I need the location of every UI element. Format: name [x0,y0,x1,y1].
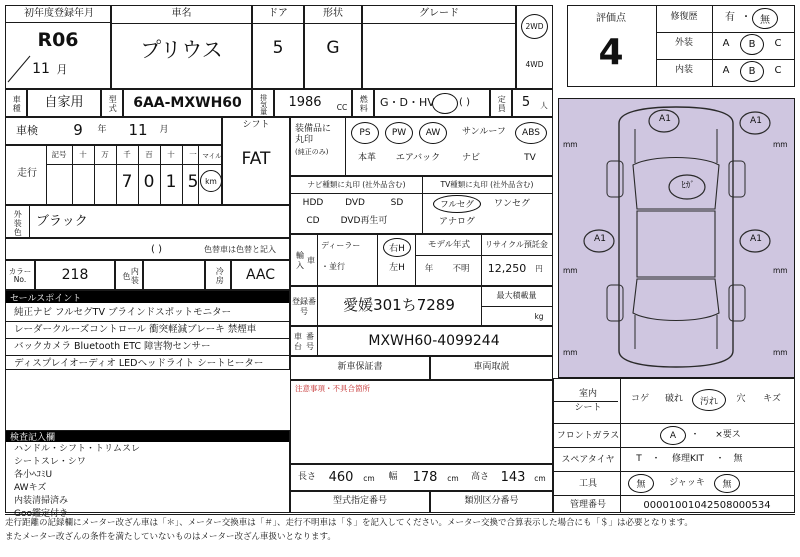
length-label: 長さ [297,472,316,483]
diagram-mm-2: mm [773,140,788,149]
diagram-mm-3: mm [563,266,578,275]
recycle-value: 12,250 [487,262,527,276]
condition-row1-label-line1: 室内 [578,388,597,399]
sales-point-2: レーダークルーズコントロール 衝突軽減ブレーキ 禁煙車 [14,324,257,336]
exterior-color-label: 外装色 [13,209,23,237]
exterior-color-paren: ( ) [151,243,162,255]
import-label-line2: 車 [307,255,315,265]
equip-pw-label: PW [391,128,407,138]
capacity-label-cell [490,89,512,117]
diagram-mark-a1-1: A1 [659,114,671,125]
mileage-h-hyaku: 百 [145,150,153,160]
model-year-label: モデル年式 [427,240,471,251]
diagram-mm-5: mm [563,348,578,357]
condition-row4-item-2: 無 [722,480,732,490]
model-year-unknown: 不明 [452,264,470,275]
condition-row1-item-1: 破れ [664,394,683,405]
sales-point-4: ディスプレイオーディオ LEDヘッドライト シートヒーター [14,358,264,370]
condition-row1-label-line2: シート [574,403,602,413]
interior-color-value [144,261,204,289]
model-code-value: 6AA-MXWH60 [133,94,242,111]
drive-2wd-label: 2WD [525,22,544,31]
condition-row3-item-2: 修理KIT [671,454,705,465]
registration-block [290,286,553,326]
inspection-notes-header: 検査記入欄 [6,431,289,442]
equipment-block [290,117,553,176]
import-dealer: ディーラー [321,241,361,251]
note-block [290,380,553,464]
length-value: 460 [328,470,354,486]
shift-cell [222,117,290,205]
interior-grade-a: A [722,64,730,76]
car-diagram-block [558,98,795,378]
condition-row3-label: スペアタイヤ [561,455,615,466]
equip-abs-label: ABS [522,128,540,138]
sales-point-1: 純正ナビ フルセグTV ブラインドスポットモニター [14,307,232,319]
aircon-label: 冷房 [215,267,225,285]
vehicle-use-label: 車種 [12,95,22,113]
mileage-d7: 5 [187,172,199,193]
sales-point-3: バックカメラ Bluetooth ETC 障害物センサー [14,341,211,353]
condition-row3-item-1: ・ [651,454,661,465]
height-unit: cm [534,474,546,484]
footer-block [5,516,795,552]
inspection-note-4: AWキズ [14,483,47,494]
shift-value: FAT [241,149,271,170]
reg-date-cell [5,5,111,89]
displacement-value-cell [274,89,352,117]
diagram-mm-6: mm [773,348,788,357]
equip-ps [351,122,379,144]
chassis-label [292,329,316,355]
tv-title: TV種類に丸印 (社外品含む) [440,180,534,190]
diagram-mm-1: mm [563,140,578,149]
sales-points-header: セールスポイント [6,291,289,303]
reg-date-label: 初年度登録年月 [24,7,94,19]
equipment-title-line1: 装備品に [295,124,332,134]
condition-row2-item-0-circle [660,426,686,445]
height-label: 高さ [470,472,489,483]
mileage-h-ichi: 一 [189,150,197,160]
condition-row2-label: フロントガラス [556,431,620,442]
rating-title: 評価点 [596,12,626,24]
diagonal-slash [6,54,110,84]
exterior-color-cell [5,205,290,238]
footer-line-2: またメーター改ざんの条件を満たしていないものはメーター改ざん車扱いとなります。 [5,531,336,542]
handover-label: 車両取説 [473,362,510,373]
mileage-d6: 1 [165,172,177,193]
color-no-value-cell [35,260,115,290]
grade-cell [362,5,516,89]
inspection-note-2: シートスレ・シワ [14,457,86,468]
recycle-label: リサイクル預託金 [485,240,548,250]
shape-label: 形状 [323,8,343,20]
exterior-grade-c: C [774,37,782,49]
equipment-title [295,124,347,164]
fuel-label: 燃料 [359,95,369,113]
exterior-color-value: ブラック [36,214,88,230]
import-parallel: ・並行 [321,262,345,272]
displacement-label: 排気量 [259,93,268,115]
reg-year: R06 [37,29,79,52]
displacement-unit: CC [336,103,348,113]
inspection-year-unit: 年 [97,125,107,136]
nav-tv-block [290,176,553,234]
mileage-h-man: 万 [101,150,109,160]
diagram-mm-4: mm [773,266,788,275]
length-unit: cm [363,474,375,484]
mileage-unit-mile: マイル [202,151,222,160]
color-no-label: カラーNo. [8,266,32,284]
condition-row1-item-2-circle [692,389,726,411]
interior-color-value-cell [143,260,205,290]
equipment-title-line2: 丸印 [295,135,314,146]
capacity-value: 5 [521,95,531,111]
equip-ps-label: PS [359,128,371,138]
mileage-h-sen: 千 [123,150,131,160]
import-label [293,243,315,279]
model-code-label-cell [101,89,123,117]
aircon-label-cell [205,260,231,290]
registration-label [292,291,316,323]
color-no-value: 218 [61,266,89,283]
inspection-note-5: 内装清掃済み [14,496,69,507]
warranty-label: 新車保証書 [337,362,383,373]
condition-row4-item-1: ジャッキ [669,478,705,489]
mileage-d4: 7 [121,172,133,193]
tv-fullseg: フルセグ [440,200,474,210]
equip-airbag-label: エアバック [395,153,441,164]
model-code-label: 型式 [108,95,118,113]
condition-row3-item-4: 無 [733,454,743,465]
import-rh-circle [383,238,411,257]
tv-oneseg: ワンセグ [493,198,530,209]
inspection-label: 車検 [16,124,38,138]
repair-no: 無 [760,15,770,26]
exterior-grade-b-circle [740,34,764,55]
inspection-month: 11 [128,121,148,140]
dimensions-block [290,464,553,491]
condition-row2-item-0: A [669,430,677,441]
footer-line-1: 走行距離の記録欄にメーター改ざん車は「＊」、メーター交換車は「＃」、走行不明車は「＄」を記入してください。メーター交換で合算表示した場合にも「＄」は必要となります。 [5,517,693,528]
car-name-label: 車名 [171,8,192,20]
height-value: 143 [500,470,526,486]
equip-aw-label: AW [425,128,441,138]
drive-4wd-label: 4WD [525,60,544,70]
mileage-unit-km-circle [200,170,222,192]
nav-cd: CD [306,215,320,226]
displacement-label-cell [252,89,274,117]
grade-value [363,32,515,66]
fuel-hv-circle [432,93,458,114]
mileage-d5: 0 [143,172,155,193]
model-year-year: 年 [424,264,434,275]
nav-hdd: HDD [302,197,324,208]
registration-plate: 愛媛301ち7289 [343,296,455,315]
diagram-mark-a1-3: A1 [594,234,606,245]
color-no-label-cell [5,260,35,290]
aircon-value-cell [231,260,290,290]
inspection-month-unit: 月 [159,125,169,136]
repair-no-circle [752,8,778,29]
handover-cell[interactable] [430,356,553,380]
equip-tv-label: TV [524,153,536,164]
registration-label-text: 登録番号 [292,297,316,316]
exterior-grade-a: A [722,37,730,49]
equip-navi-label: ナビ [461,153,480,164]
interior-color-label-cell [115,260,143,290]
inspection-note-1: ハンドル・シフト・トリムスレ [14,444,141,455]
exterior-grade-label: 外装 [674,38,693,49]
interior-grade-b: B [748,66,756,77]
diagram-mark-a1-4: A1 [750,234,762,245]
mileage-h-kigou: 記号 [51,150,67,160]
door-cell [252,5,304,89]
max-load-unit: kg [534,312,544,322]
interior-grade-b-circle [740,61,764,82]
tv-fullseg-circle [433,195,481,213]
nav-title: ナビ種類に丸印 (社外品含む) [307,180,406,190]
exterior-color-note: 色替車は色替と記入 [204,245,276,255]
capacity-unit: 人 [540,101,548,111]
inspection-cell [5,117,222,145]
tv-analog: アナログ [438,216,475,227]
chassis-block [290,326,553,356]
inspection-year: 9 [73,121,83,140]
nav-dvd: DVD [345,197,365,208]
capacity-value-cell [512,89,553,117]
car-name-cell [111,5,252,89]
inspection-note-3: 各小ﾍｺﾐU [14,470,53,481]
mgmt-value: 00001001042508000534 [643,499,771,511]
fuel-label-cell [352,89,374,117]
fuel-value-cell [374,89,490,117]
repair-sep: ・ [741,11,751,23]
import-block [290,234,553,286]
car-name-value: プリウス [140,37,223,62]
exterior-grade-b: B [748,39,756,50]
condition-row3-item-0: T [636,454,642,465]
capacity-label: 定員 [497,95,507,113]
diagram-mark-higa: ﾋｶﾞ [681,181,695,192]
width-label: 幅 [388,472,398,483]
fuel-options: G・D・HV [380,96,435,110]
interior-color-label: 内装色 [122,267,140,285]
displacement-value: 1986 [288,95,322,111]
chassis-label-1: 車台 [294,332,302,351]
condition-row3-item-3: ・ [715,454,725,465]
door-label: ドア [268,8,288,20]
type-code-cell [290,491,430,513]
equip-aw [419,122,447,144]
type-code-label: 型式指定番号 [332,496,387,507]
drive-2wd-badge [521,14,548,39]
note-title: 注意事項・不具合箇所 [295,384,370,393]
nav-dvd-play: DVD再生可 [340,215,388,226]
door-value: 5 [272,38,284,59]
reg-month-unit: 月 [56,63,68,77]
condition-row2-item-2: ×要ス [715,430,741,441]
import-rh: 右H [389,244,405,254]
rating-score: 4 [598,32,624,74]
condition-row4-label: 工具 [578,479,597,490]
mileage-label: 走行 [17,167,37,179]
grade-label: グレード [419,8,459,20]
aircon-value: AAC [245,266,276,283]
equip-pw [385,122,413,144]
vehicle-use-value-cell [27,89,101,117]
equip-abs [515,122,547,144]
vehicle-use-label-cell [5,89,27,117]
shift-label: シフト [242,120,270,131]
repair-label: 修復歴 [670,12,698,23]
import-label-line1: 輸入 [296,250,304,270]
fuel-paren: ( ) [459,96,470,108]
recycle-unit: 円 [535,264,543,274]
exterior-color-note-cell [5,238,290,260]
chassis-value: MXWH60-4099244 [368,332,500,349]
condition-row4-item-0: 無 [636,480,646,490]
interior-grade-label: 内装 [674,65,693,76]
width-value: 178 [412,470,438,486]
drive-cell [516,5,553,89]
mgmt-label: 管理番号 [569,500,606,511]
diagram-mark-a1-2: A1 [750,116,762,127]
shape-value: G [326,38,340,59]
shape-cell [304,5,362,89]
mileage-unit-km: km [205,176,217,186]
condition-row4-item-0-circle [628,474,654,493]
mileage-h-10man: 十 [79,150,87,160]
condition-row1-item-0: コゲ [630,394,649,405]
condition-row1-item-4: キズ [763,394,781,405]
warranty-cell[interactable] [290,356,430,380]
mileage-h-juu: 十 [167,150,175,160]
chassis-label-2: 番号 [306,332,314,351]
import-lh: 左H [389,262,405,273]
inspection-notes-block [5,430,290,513]
class-code-cell [430,491,553,513]
model-code-value-cell [123,89,252,117]
condition-row1-item-3: 穴 [736,394,746,405]
max-load-label: 最大積載量 [496,291,537,301]
rating-block [567,5,795,87]
condition-block [553,378,795,513]
equip-leather-label: 本革 [357,153,376,164]
condition-row1-item-2: 汚れ [699,396,718,407]
nav-sd: SD [390,197,404,208]
class-code-label: 類別区分番号 [464,496,519,507]
sales-points-block [5,290,290,370]
equip-sunroof-label: サンルーフ [462,127,506,138]
width-unit: cm [447,474,459,484]
interior-grade-c: C [774,64,782,76]
equipment-title-note: (純正のみ) [295,147,329,156]
reg-month: 11 [32,60,50,77]
condition-row4-item-2-circle [714,474,740,493]
condition-row2-item-1: ・ [690,430,700,441]
mileage-block [5,145,222,205]
repair-yes: 有 [725,11,735,23]
vehicle-use-value: 自家用 [44,95,84,111]
